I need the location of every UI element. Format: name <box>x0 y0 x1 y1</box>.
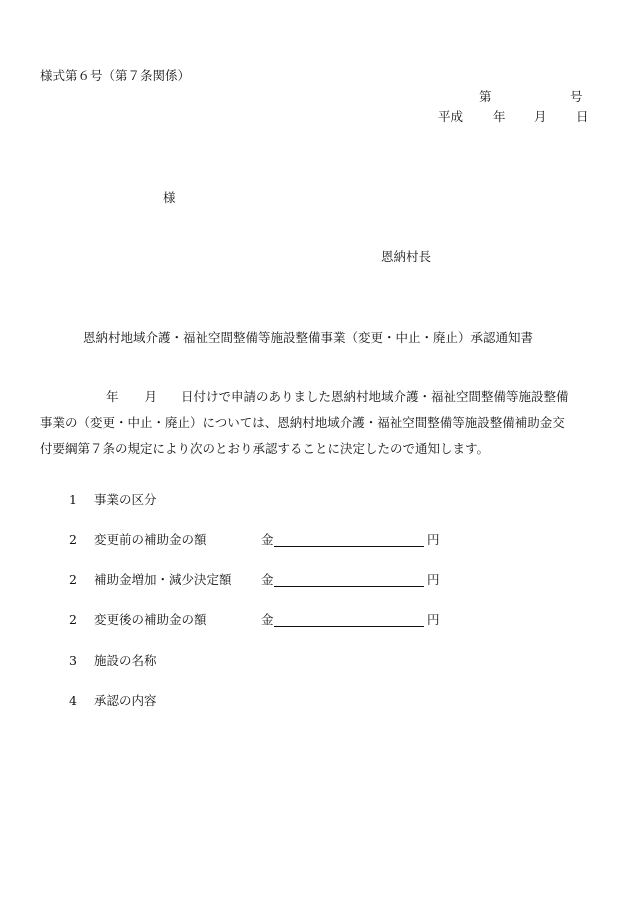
addressee-honorific: 様 <box>163 190 176 205</box>
item-number: 1 <box>69 492 77 507</box>
date-month-label: 月 <box>534 109 547 124</box>
amount-blank-line <box>274 586 424 587</box>
amount-blank-line <box>274 546 424 547</box>
item-label: 変更前の補助金の額 <box>94 532 207 547</box>
body-month-label: 月 <box>144 389 158 404</box>
item-label: 事業の区分 <box>94 492 157 507</box>
body-line-2: 事業の（変更・中止・廃止）については、恩納村地域介護・福祉空間整備等施設整備補助金交 <box>40 415 565 430</box>
document-number-prefix: 第 <box>479 89 492 104</box>
item-number: 3 <box>69 653 77 668</box>
form-number: 様式第６号（第７条関係） <box>40 68 191 83</box>
currency-unit: 円 <box>427 612 440 627</box>
item-number: 2 <box>69 572 77 587</box>
document-title: 恩納村地域介護・福祉空間整備等施設整備事業（変更・中止・廃止）承認通知書 <box>83 330 534 345</box>
document-number-suffix: 号 <box>570 89 583 104</box>
body-year-label: 年 <box>106 389 119 404</box>
currency-unit: 円 <box>427 572 440 587</box>
body-line-1-text: 日付けで申請のありました恩納村地域介護・福祉空間整備等施設整備 <box>181 389 569 404</box>
body-line-1 <box>40 384 590 410</box>
amount-prefix: 金 <box>261 612 274 627</box>
item-number: 2 <box>69 612 77 627</box>
item-number: 4 <box>69 693 77 708</box>
body-line-3: 付要綱第７条の規定により次のとおり承認することに決定したので通知します。 <box>40 441 490 456</box>
currency-unit: 円 <box>427 532 440 547</box>
date-year-label: 年 <box>493 109 506 124</box>
item-label: 補助金増加・減少決定額 <box>94 572 232 587</box>
body-paragraph <box>40 384 590 462</box>
date-day-label: 日 <box>576 109 589 124</box>
item-label: 変更後の補助金の額 <box>94 612 207 627</box>
amount-blank-line <box>274 626 424 627</box>
item-label: 施設の名称 <box>94 653 157 668</box>
date-era: 平成 <box>438 109 464 124</box>
item-number: 2 <box>69 532 77 547</box>
amount-prefix: 金 <box>261 572 274 587</box>
sender-name: 恩納村長 <box>381 249 432 264</box>
item-label: 承認の内容 <box>94 693 157 708</box>
amount-prefix: 金 <box>261 532 274 547</box>
